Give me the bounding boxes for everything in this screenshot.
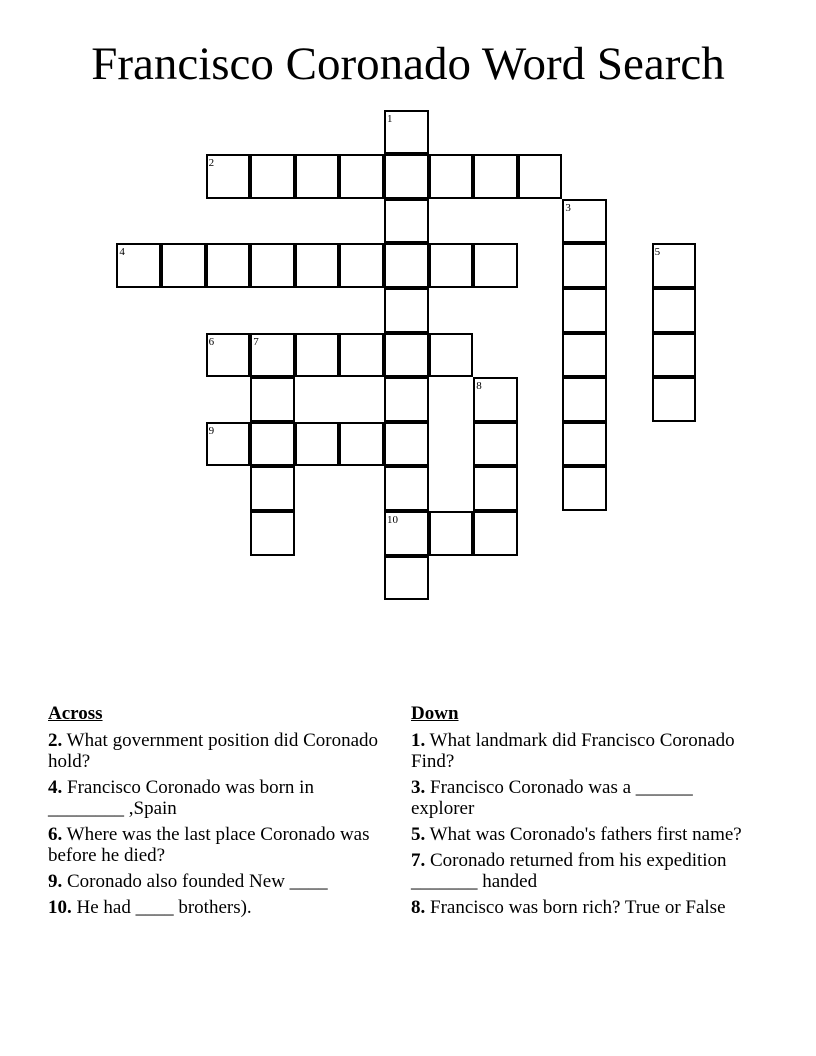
grid-cell[interactable] [250, 511, 295, 556]
grid-cell[interactable] [250, 422, 295, 467]
grid-cell[interactable] [429, 511, 474, 556]
across-clue-2 [48, 730, 378, 772]
grid-cell[interactable] [250, 154, 295, 199]
grid-cell[interactable] [206, 243, 251, 288]
grid-cell[interactable] [652, 288, 697, 333]
grid-cell[interactable] [339, 154, 384, 199]
clue-number: 4. [48, 777, 63, 798]
grid-cell[interactable] [116, 243, 161, 288]
grid-cell[interactable] [295, 154, 340, 199]
clue-text: Coronado returned from his expedition _______ handed [411, 850, 727, 892]
grid-cell[interactable] [384, 199, 429, 244]
grid-cell[interactable] [429, 154, 474, 199]
grid-cell[interactable] [384, 243, 429, 288]
grid-cell[interactable] [295, 243, 340, 288]
grid-cell[interactable] [295, 422, 340, 467]
clue-text: Francisco Coronado was born in ________ ,Spain [48, 777, 314, 819]
clue-number: 8. [411, 897, 426, 918]
grid-cell[interactable] [473, 377, 518, 422]
clue-text: He had ____ brothers). [76, 897, 252, 918]
grid-cell[interactable] [384, 154, 429, 199]
grid-cell[interactable] [429, 243, 474, 288]
across-clues [48, 703, 378, 923]
grid-cell[interactable] [562, 377, 607, 422]
clue-number: 9. [48, 871, 63, 892]
grid-cell[interactable] [250, 466, 295, 511]
grid-cell[interactable] [295, 333, 340, 378]
grid-cell[interactable] [250, 377, 295, 422]
grid-cell[interactable] [250, 243, 295, 288]
cell-number: 4 [119, 246, 125, 259]
grid-cell[interactable] [206, 333, 251, 378]
down-clue-7 [411, 850, 751, 892]
grid-cell[interactable] [562, 199, 607, 244]
grid-cell[interactable] [473, 243, 518, 288]
cell-number: 10 [387, 514, 398, 526]
grid-cell[interactable] [562, 422, 607, 467]
clue-number: 3. [411, 777, 426, 798]
down-clue-3 [411, 777, 751, 819]
grid-cell[interactable] [562, 466, 607, 511]
clue-text: Francisco was born rich? True or False [430, 897, 726, 918]
grid-cell[interactable] [429, 333, 474, 378]
cell-number: 3 [565, 201, 571, 214]
down-clue-8 [411, 897, 751, 918]
grid-cell[interactable] [473, 422, 518, 467]
cell-number: 7 [253, 335, 259, 348]
clue-text: What landmark did Francisco Coronado Find? [411, 730, 735, 772]
clue-number: 6. [48, 824, 63, 845]
grid-cell[interactable] [384, 466, 429, 511]
across-heading: Across [48, 703, 103, 724]
grid-cell[interactable] [384, 377, 429, 422]
grid-cell[interactable] [384, 333, 429, 378]
cell-number: 5 [654, 246, 661, 259]
grid-cell[interactable] [473, 511, 518, 556]
grid-cell[interactable] [339, 243, 384, 288]
down-clue-5 [411, 824, 751, 845]
down-clues [411, 703, 751, 923]
grid-cell[interactable] [206, 154, 251, 199]
grid-cell[interactable] [473, 154, 518, 199]
grid-cell[interactable] [384, 422, 429, 467]
clue-number: 1. [411, 730, 426, 751]
puzzle-title: Francisco Coronado Word Search [91, 38, 725, 90]
grid-cell[interactable] [339, 422, 384, 467]
clue-number: 2. [48, 730, 63, 751]
grid-cell[interactable] [384, 556, 429, 601]
grid-cell[interactable] [206, 422, 251, 467]
clue-text: What was Coronado's fathers first name? [429, 824, 742, 845]
grid-cell[interactable] [384, 288, 429, 333]
down-heading: Down [411, 703, 459, 724]
clue-number: 10. [48, 897, 72, 918]
grid-cell[interactable] [562, 288, 607, 333]
across-clue-10 [48, 897, 378, 918]
clue-text: Where was the last place Coronado was before he died? [48, 824, 370, 866]
grid-cell[interactable] [562, 243, 607, 288]
clue-number: 5. [411, 824, 426, 845]
grid-cell[interactable] [473, 466, 518, 511]
grid-cell[interactable] [518, 154, 563, 199]
clue-text: What government position did Coronado hold? [48, 730, 379, 772]
grid-cell[interactable] [562, 333, 607, 378]
cell-number: 1 [387, 112, 393, 125]
grid-cell[interactable] [384, 511, 429, 556]
down-clue-1 [411, 730, 751, 772]
grid-cell[interactable] [161, 243, 206, 288]
clue-number: 7. [411, 850, 426, 871]
grid-cell[interactable] [652, 333, 697, 378]
cell-number: 8 [476, 380, 482, 393]
cell-number: 6 [208, 335, 215, 348]
clue-text: Francisco Coronado was a ______ explorer [411, 777, 693, 819]
grid-cell[interactable] [250, 333, 295, 378]
cell-number: 9 [208, 424, 215, 437]
across-clue-4 [48, 777, 378, 819]
grid-cell[interactable] [652, 377, 697, 422]
grid-cell[interactable] [384, 110, 429, 155]
across-clue-6 [48, 824, 378, 866]
across-clue-9 [48, 871, 378, 892]
grid-cell[interactable] [339, 333, 384, 378]
grid-cell[interactable] [652, 243, 697, 288]
clue-text: Coronado also founded New ____ [67, 871, 328, 892]
cell-number: 2 [208, 157, 215, 170]
